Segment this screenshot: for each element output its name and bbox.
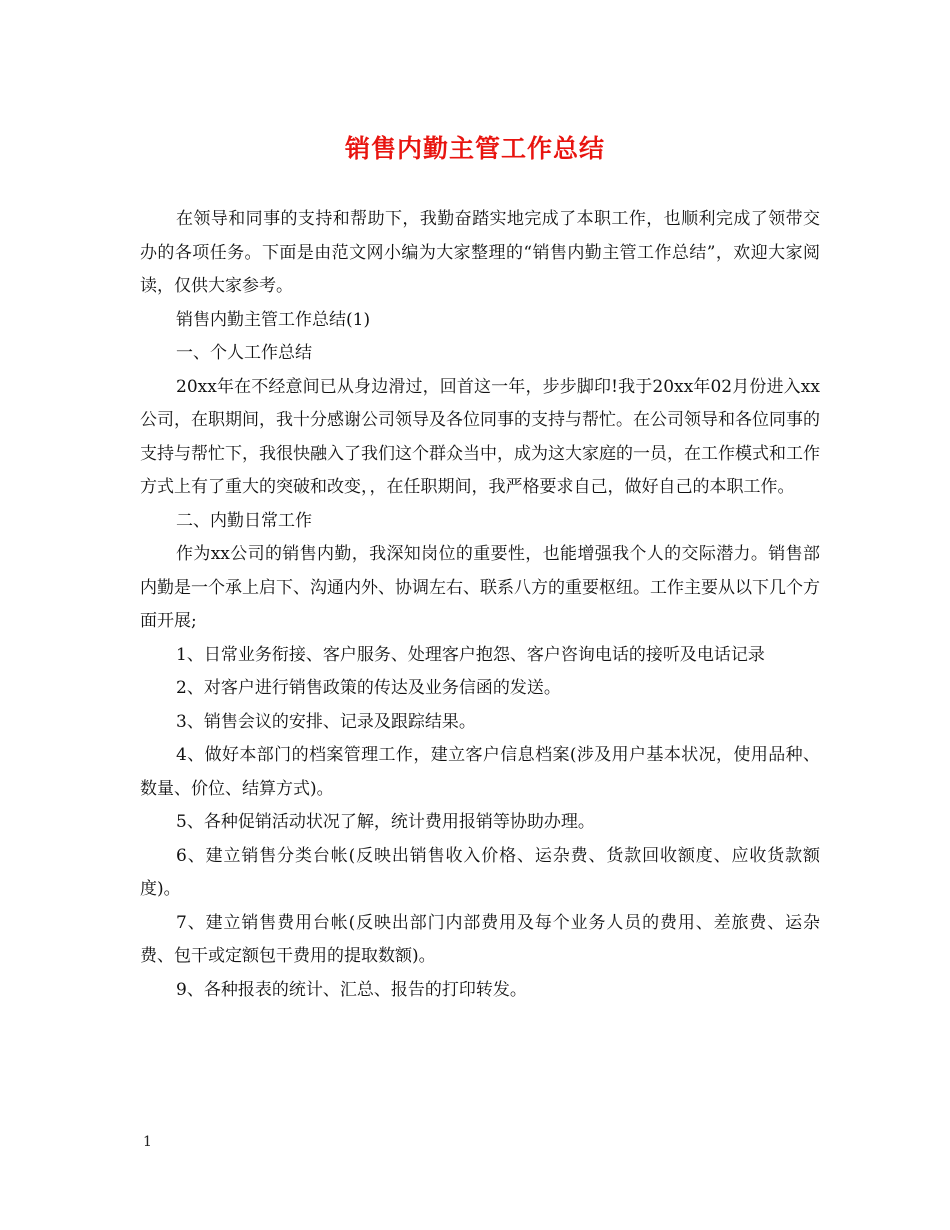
paragraph: 在领导和同事的支持和帮助下，我勤奋踏实地完成了本职工作，也顺利完成了领带交办的各项任务。下面是由范文网小编为大家整理的“销售内勤主管工作总结”，欢迎大家阅读，仅供大家参考。 bbox=[140, 209, 820, 296]
list-item: 3、销售会议的安排、记录及跟踪结果。 bbox=[176, 711, 476, 732]
list-item: 4、做好本部门的档案管理工作，建立客户信息档案(涉及用户基本状况，使用品种、数量、价位、结算方式)。 bbox=[140, 745, 820, 799]
paragraph: 二、内勤日常工作 bbox=[176, 510, 312, 531]
list-item: 1、日常业务衔接、客户服务、处理客户抱怨、客户咨询电话的接听及电话记录 bbox=[176, 644, 765, 665]
list-item: 2、对客户进行销售政策的传达及业务信函的发送。 bbox=[176, 678, 561, 698]
page-number: 1 bbox=[143, 1134, 152, 1150]
list-item: 7、建立销售费用台帐(反映出部门内部费用及每个业务人员的费用、差旅费、运杂费、包干或定额包干费用的提取数额)。 bbox=[140, 912, 820, 966]
list-item: 6、建立销售分类台帐(反映出销售收入价格、运杂费、货款回收额度、应收货款额度)。 bbox=[140, 845, 820, 899]
document-body bbox=[140, 203, 820, 1007]
paragraph: 一、个人工作总结 bbox=[176, 343, 312, 363]
paragraph: 作为xx公司的销售内勤，我深知岗位的重要性，也能增强我个人的交际潜力。销售部内勤是一个承上启下、沟通内外、协调左右、联系八方的重要枢纽。工作主要从以下几个方面开展; bbox=[140, 544, 820, 631]
list-item: 5、各种促销活动状况了解，统计费用报销等协助办理。 bbox=[176, 812, 595, 832]
document-title: 销售内勤主管工作总结 bbox=[344, 134, 605, 163]
paragraph: 20xx年在不经意间已从身边滑过，回首这一年，步步脚印!我于20xx年02月份进入xx公司，在职期间，我十分感谢公司领导及各位同事的支持与帮忙。在公司领导和各位同事的支持与帮忙下，我很快融入了我们这个群众当中，成为这大家庭的一员，在工作模式和工作方式上有了重大的突破和改变，，在任职期间，我严格要求自己，做好自己的本职工作。 bbox=[140, 376, 820, 497]
paragraph: 销售内勤主管工作总结(1) bbox=[176, 309, 371, 330]
list-item: 9、各种报表的统计、汇总、报告的打印转发。 bbox=[176, 979, 527, 1000]
